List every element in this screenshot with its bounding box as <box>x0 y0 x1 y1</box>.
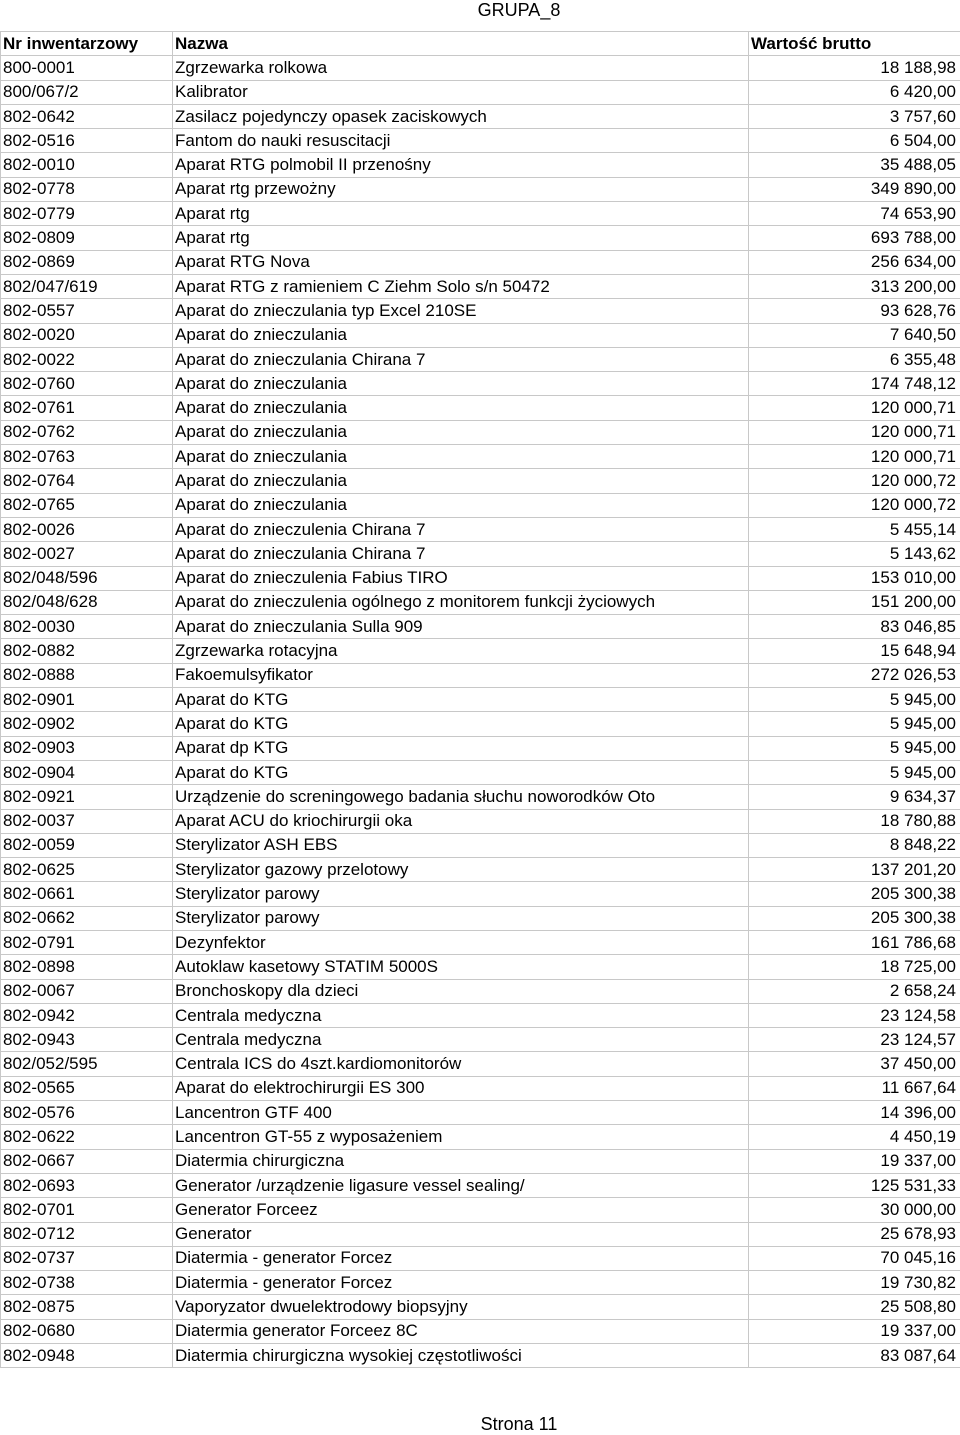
inventory-number-cell: 802-0516 <box>1 129 173 153</box>
table-row <box>1 1052 960 1076</box>
item-name-cell: Fantom do nauki resuscitacji <box>173 129 749 153</box>
inventory-number-cell: 802-0902 <box>1 712 173 736</box>
gross-value-cell: 14 396,00 <box>749 1101 960 1125</box>
item-name-cell: Fakoemulsyfikator <box>173 663 749 687</box>
item-name-cell: Aparat do znieczulania Sulla 909 <box>173 615 749 639</box>
item-name-cell: Aparat do znieczulania <box>173 493 749 517</box>
gross-value-cell: 272 026,53 <box>749 663 960 687</box>
table-row <box>1 299 960 323</box>
table-header <box>1 32 960 56</box>
table-row <box>1 785 960 809</box>
item-name-cell: Diatermia generator Forceez 8C <box>173 1319 749 1343</box>
gross-value-cell: 349 890,00 <box>749 177 960 201</box>
item-name-cell: Diatermia - generator Forcez <box>173 1271 749 1295</box>
inventory-number-cell: 802-0693 <box>1 1173 173 1197</box>
item-name-cell: Aparat do znieczulania <box>173 396 749 420</box>
table-row <box>1 129 960 153</box>
gross-value-cell: 5 945,00 <box>749 736 960 760</box>
inventory-number-cell: 802-0037 <box>1 809 173 833</box>
table-row <box>1 226 960 250</box>
inventory-number-cell: 802-0030 <box>1 615 173 639</box>
item-name-cell: Urządzenie do screningowego badania słuchu noworodków Oto <box>173 785 749 809</box>
item-name-cell: Aparat do znieczulania <box>173 372 749 396</box>
item-name-cell: Aparat do znieczulania <box>173 445 749 469</box>
gross-value-cell: 137 201,20 <box>749 858 960 882</box>
item-name-cell: Autoklaw kasetowy STATIM 5000S <box>173 955 749 979</box>
table-row <box>1 882 960 906</box>
item-name-cell: Diatermia chirurgiczna wysokiej częstotliwości <box>173 1344 749 1368</box>
gross-value-cell: 6 504,00 <box>749 129 960 153</box>
inventory-number-cell: 802-0020 <box>1 323 173 347</box>
gross-value-cell: 5 143,62 <box>749 542 960 566</box>
inventory-number-cell: 802-0875 <box>1 1295 173 1319</box>
gross-value-cell: 19 337,00 <box>749 1149 960 1173</box>
item-name-cell: Aparat ACU do kriochirurgii oka <box>173 809 749 833</box>
table-row <box>1 542 960 566</box>
inventory-number-cell: 800-0001 <box>1 56 173 80</box>
item-name-cell: Aparat do znieczulania <box>173 469 749 493</box>
gross-value-cell: 93 628,76 <box>749 299 960 323</box>
item-name-cell: Sterylizator parowy <box>173 882 749 906</box>
item-name-cell: Aparat do znieczulenia Fabius TIRO <box>173 566 749 590</box>
item-name-cell: Generator Forceez <box>173 1198 749 1222</box>
item-name-cell: Aparat do znieczulenia ogólnego z monitorem funkcji życiowych <box>173 590 749 614</box>
table-row <box>1 104 960 128</box>
gross-value-cell: 7 640,50 <box>749 323 960 347</box>
gross-value-cell: 18 725,00 <box>749 955 960 979</box>
inventory-number-cell: 802-0942 <box>1 1003 173 1027</box>
inventory-number-cell: 802-0762 <box>1 420 173 444</box>
inventory-number-cell: 802-0010 <box>1 153 173 177</box>
inventory-number-cell: 802-0888 <box>1 663 173 687</box>
item-name-cell: Vaporyzator dwuelektrodowy biopsyjny <box>173 1295 749 1319</box>
gross-value-cell: 23 124,57 <box>749 1028 960 1052</box>
page-header-group: GRUPA_8 <box>477 0 561 20</box>
item-name-cell: Centrala medyczna <box>173 1028 749 1052</box>
gross-value-cell: 256 634,00 <box>749 250 960 274</box>
table-row <box>1 56 960 80</box>
inventory-number-cell: 802-0791 <box>1 930 173 954</box>
table-row <box>1 177 960 201</box>
gross-value-cell: 9 634,37 <box>749 785 960 809</box>
gross-value-cell: 153 010,00 <box>749 566 960 590</box>
table-row <box>1 736 960 760</box>
item-name-cell: Aparat RTG polmobil II przenośny <box>173 153 749 177</box>
inventory-number-cell: 802-0898 <box>1 955 173 979</box>
table-row <box>1 590 960 614</box>
inventory-number-cell: 800/067/2 <box>1 80 173 104</box>
inventory-number-cell: 802-0625 <box>1 858 173 882</box>
inventory-table <box>0 31 960 1368</box>
inventory-number-cell: 802-0761 <box>1 396 173 420</box>
item-name-cell: Generator <box>173 1222 749 1246</box>
table-row <box>1 833 960 857</box>
inventory-number-cell: 802-0662 <box>1 906 173 930</box>
table-row <box>1 372 960 396</box>
gross-value-cell: 5 455,14 <box>749 517 960 541</box>
gross-value-cell: 15 648,94 <box>749 639 960 663</box>
inventory-number-cell: 802-0680 <box>1 1319 173 1343</box>
inventory-number-cell: 802-0901 <box>1 688 173 712</box>
gross-value-cell: 19 337,00 <box>749 1319 960 1343</box>
table-row <box>1 323 960 347</box>
column-header-gross-value: Wartość brutto <box>749 32 960 56</box>
gross-value-cell: 205 300,38 <box>749 906 960 930</box>
header-row <box>1 32 960 56</box>
inventory-number-cell: 802-0642 <box>1 104 173 128</box>
item-name-cell: Sterylizator gazowy przelotowy <box>173 858 749 882</box>
gross-value-cell: 151 200,00 <box>749 590 960 614</box>
inventory-number-cell: 802-0903 <box>1 736 173 760</box>
inventory-number-cell: 802-0765 <box>1 493 173 517</box>
gross-value-cell: 313 200,00 <box>749 274 960 298</box>
inventory-number-cell: 802-0576 <box>1 1101 173 1125</box>
table-row <box>1 469 960 493</box>
item-name-cell: Aparat do KTG <box>173 760 749 784</box>
gross-value-cell: 161 786,68 <box>749 930 960 954</box>
item-name-cell: Bronchoskopy dla dzieci <box>173 979 749 1003</box>
gross-value-cell: 70 045,16 <box>749 1246 960 1270</box>
table-row <box>1 955 960 979</box>
inventory-number-cell: 802-0661 <box>1 882 173 906</box>
column-header-name: Nazwa <box>173 32 749 56</box>
table-row <box>1 566 960 590</box>
item-name-cell: Aparat dp KTG <box>173 736 749 760</box>
table-row <box>1 1295 960 1319</box>
item-name-cell: Aparat do KTG <box>173 688 749 712</box>
table-row <box>1 445 960 469</box>
gross-value-cell: 25 508,80 <box>749 1295 960 1319</box>
inventory-number-cell: 802-0557 <box>1 299 173 323</box>
table-row <box>1 396 960 420</box>
gross-value-cell: 205 300,38 <box>749 882 960 906</box>
item-name-cell: Lancentron GT-55 z wyposażeniem <box>173 1125 749 1149</box>
table-row <box>1 153 960 177</box>
inventory-number-cell: 802-0737 <box>1 1246 173 1270</box>
gross-value-cell: 120 000,71 <box>749 420 960 444</box>
inventory-number-cell: 802-0869 <box>1 250 173 274</box>
item-name-cell: Diatermia chirurgiczna <box>173 1149 749 1173</box>
item-name-cell: Kalibrator <box>173 80 749 104</box>
gross-value-cell: 5 945,00 <box>749 712 960 736</box>
table-row <box>1 858 960 882</box>
inventory-number-cell: 802-0764 <box>1 469 173 493</box>
table-row <box>1 979 960 1003</box>
gross-value-cell: 6 355,48 <box>749 347 960 371</box>
item-name-cell: Aparat RTG Nova <box>173 250 749 274</box>
gross-value-cell: 18 188,98 <box>749 56 960 80</box>
item-name-cell: Zgrzewarka rolkowa <box>173 56 749 80</box>
item-name-cell: Aparat do znieczulania Chirana 7 <box>173 542 749 566</box>
gross-value-cell: 37 450,00 <box>749 1052 960 1076</box>
table-row <box>1 688 960 712</box>
table-row <box>1 1319 960 1343</box>
table-row <box>1 906 960 930</box>
gross-value-cell: 35 488,05 <box>749 153 960 177</box>
inventory-number-cell: 802-0712 <box>1 1222 173 1246</box>
item-name-cell: Aparat do KTG <box>173 712 749 736</box>
table-row <box>1 80 960 104</box>
table-row <box>1 1222 960 1246</box>
item-name-cell: Aparat do znieczulania Chirana 7 <box>173 347 749 371</box>
table-row <box>1 493 960 517</box>
table-row <box>1 663 960 687</box>
inventory-number-cell: 802-0921 <box>1 785 173 809</box>
inventory-number-cell: 802/048/596 <box>1 566 173 590</box>
gross-value-cell: 120 000,71 <box>749 396 960 420</box>
table-row <box>1 1173 960 1197</box>
table-body <box>1 56 960 1368</box>
gross-value-cell: 3 757,60 <box>749 104 960 128</box>
gross-value-cell: 8 848,22 <box>749 833 960 857</box>
table-row <box>1 250 960 274</box>
table-row <box>1 639 960 663</box>
gross-value-cell: 19 730,82 <box>749 1271 960 1295</box>
gross-value-cell: 83 087,64 <box>749 1344 960 1368</box>
table-row <box>1 1271 960 1295</box>
inventory-number-cell: 802-0882 <box>1 639 173 663</box>
item-name-cell: Aparat do znieczulania typ Excel 210SE <box>173 299 749 323</box>
table-row <box>1 930 960 954</box>
table-row <box>1 809 960 833</box>
item-name-cell: Aparat rtg przewożny <box>173 177 749 201</box>
inventory-number-cell: 802-0565 <box>1 1076 173 1100</box>
item-name-cell: Zasilacz pojedynczy opasek zaciskowych <box>173 104 749 128</box>
item-name-cell: Sterylizator parowy <box>173 906 749 930</box>
table-row <box>1 274 960 298</box>
table-row <box>1 760 960 784</box>
gross-value-cell: 120 000,72 <box>749 493 960 517</box>
inventory-number-cell: 802-0701 <box>1 1198 173 1222</box>
item-name-cell: Generator /urządzenie ligasure vessel sealing/ <box>173 1173 749 1197</box>
item-name-cell: Aparat do znieczulenia Chirana 7 <box>173 517 749 541</box>
table-row <box>1 615 960 639</box>
inventory-number-cell: 802-0904 <box>1 760 173 784</box>
gross-value-cell: 693 788,00 <box>749 226 960 250</box>
gross-value-cell: 174 748,12 <box>749 372 960 396</box>
table-row <box>1 1246 960 1270</box>
table-row <box>1 712 960 736</box>
inventory-number-cell: 802-0738 <box>1 1271 173 1295</box>
item-name-cell: Aparat do znieczulania <box>173 420 749 444</box>
inventory-number-cell: 802-0809 <box>1 226 173 250</box>
gross-value-cell: 125 531,33 <box>749 1173 960 1197</box>
gross-value-cell: 6 420,00 <box>749 80 960 104</box>
item-name-cell: Aparat RTG z ramieniem C Ziehm Solo s/n 50472 <box>173 274 749 298</box>
item-name-cell: Diatermia - generator Forcez <box>173 1246 749 1270</box>
item-name-cell: Sterylizator ASH EBS <box>173 833 749 857</box>
inventory-number-cell: 802-0763 <box>1 445 173 469</box>
table-row <box>1 1125 960 1149</box>
table-row <box>1 202 960 226</box>
item-name-cell: Aparat do znieczulania <box>173 323 749 347</box>
item-name-cell: Centrala medyczna <box>173 1003 749 1027</box>
table-row <box>1 1076 960 1100</box>
inventory-number-cell: 802-0067 <box>1 979 173 1003</box>
table-row <box>1 1198 960 1222</box>
inventory-number-cell: 802/052/595 <box>1 1052 173 1076</box>
inventory-number-cell: 802-0022 <box>1 347 173 371</box>
gross-value-cell: 18 780,88 <box>749 809 960 833</box>
item-name-cell: Centrala ICS do 4szt.kardiomonitorów <box>173 1052 749 1076</box>
column-header-inventory-number: Nr inwentarzowy <box>1 32 173 56</box>
table-row <box>1 1028 960 1052</box>
inventory-number-cell: 802/047/619 <box>1 274 173 298</box>
inventory-number-cell: 802-0667 <box>1 1149 173 1173</box>
gross-value-cell: 83 046,85 <box>749 615 960 639</box>
gross-value-cell: 120 000,72 <box>749 469 960 493</box>
item-name-cell: Aparat rtg <box>173 226 749 250</box>
inventory-number-cell: 802/048/628 <box>1 590 173 614</box>
item-name-cell: Aparat do elektrochirurgii ES 300 <box>173 1076 749 1100</box>
table-row <box>1 1101 960 1125</box>
table-row <box>1 1149 960 1173</box>
table-row <box>1 420 960 444</box>
table-row <box>1 1344 960 1368</box>
item-name-cell: Lancentron GTF 400 <box>173 1101 749 1125</box>
inventory-number-cell: 802-0779 <box>1 202 173 226</box>
inventory-number-cell: 802-0778 <box>1 177 173 201</box>
item-name-cell: Aparat rtg <box>173 202 749 226</box>
gross-value-cell: 74 653,90 <box>749 202 960 226</box>
inventory-number-cell: 802-0948 <box>1 1344 173 1368</box>
gross-value-cell: 11 667,64 <box>749 1076 960 1100</box>
gross-value-cell: 120 000,71 <box>749 445 960 469</box>
inventory-number-cell: 802-0027 <box>1 542 173 566</box>
gross-value-cell: 23 124,58 <box>749 1003 960 1027</box>
item-name-cell: Dezynfektor <box>173 930 749 954</box>
gross-value-cell: 30 000,00 <box>749 1198 960 1222</box>
inventory-number-cell: 802-0059 <box>1 833 173 857</box>
gross-value-cell: 5 945,00 <box>749 760 960 784</box>
gross-value-cell: 25 678,93 <box>749 1222 960 1246</box>
inventory-number-cell: 802-0760 <box>1 372 173 396</box>
table-row <box>1 1003 960 1027</box>
gross-value-cell: 5 945,00 <box>749 688 960 712</box>
gross-value-cell: 4 450,19 <box>749 1125 960 1149</box>
gross-value-cell: 2 658,24 <box>749 979 960 1003</box>
table-row <box>1 517 960 541</box>
inventory-number-cell: 802-0943 <box>1 1028 173 1052</box>
table-row <box>1 347 960 371</box>
item-name-cell: Zgrzewarka rotacyjna <box>173 639 749 663</box>
inventory-number-cell: 802-0622 <box>1 1125 173 1149</box>
page-footer-number: Strona 11 <box>480 1414 558 1434</box>
inventory-number-cell: 802-0026 <box>1 517 173 541</box>
